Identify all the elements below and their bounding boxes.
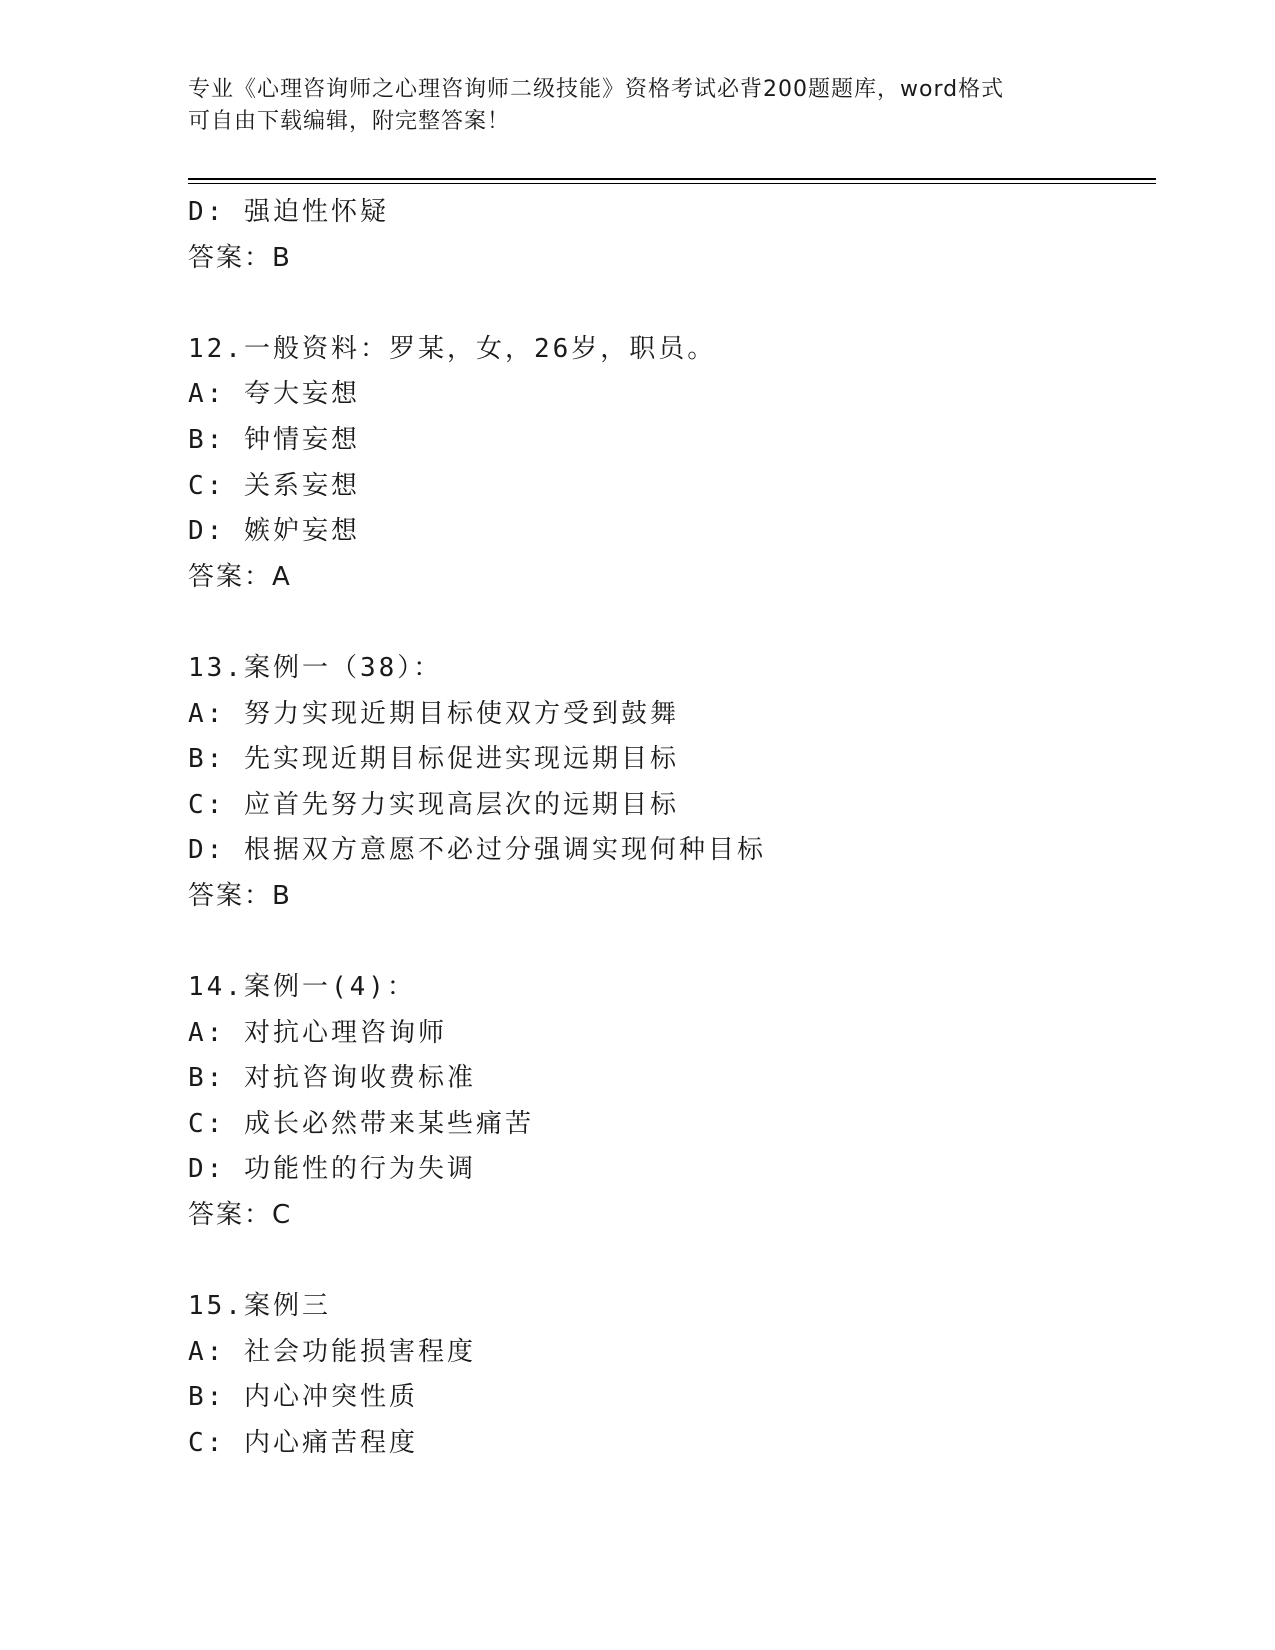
header-rule-thin (188, 183, 1156, 184)
option-a: A: 夸大妄想 (188, 379, 360, 410)
option-b: B: 对抗咨询收费标准 (188, 1063, 476, 1094)
option-c: C: 关系妄想 (188, 470, 360, 501)
answer: 答案：B (188, 880, 292, 911)
option-d: D: 强迫性怀疑 (188, 197, 389, 227)
header-line-1: 专业《心理咨询师之心理咨询师二级技能》资格考试必背200题题库，word格式 (188, 77, 1005, 102)
option-d: D: 功能性的行为失调 (188, 1154, 476, 1185)
spacer (188, 600, 1148, 646)
option-a: A: 社会功能损害程度 (188, 1336, 476, 1367)
option-d: D: 根据双方意愿不必过分强调实现何种目标 (188, 835, 766, 866)
answer: 答案：A (188, 561, 292, 592)
question-stem: 14.案例一(4)： (188, 972, 416, 1003)
question-12 (188, 327, 1148, 601)
header-line-2: 可自由下载编辑，附完整答案！ (188, 109, 511, 134)
header-rule-thick (188, 178, 1156, 180)
option-b: B: 先实现近期目标促进实现远期目标 (188, 744, 679, 775)
option-c: C: 应首先努力实现高层次的远期目标 (188, 789, 679, 820)
spacer (188, 920, 1148, 966)
answer: 答案：B (188, 242, 292, 273)
question-15 (188, 1284, 1148, 1466)
option-c: C: 成长必然带来某些痛苦 (188, 1108, 534, 1139)
question-stem: 15.案例三 (188, 1291, 331, 1322)
option-d: D: 嫉妒妄想 (188, 516, 360, 547)
option-a: A: 努力实现近期目标使双方受到鼓舞 (188, 698, 679, 729)
option-b: B: 内心冲突性质 (188, 1382, 418, 1413)
question-14 (188, 965, 1148, 1239)
option-c: C: 内心痛苦程度 (188, 1428, 418, 1459)
option-a: A: 对抗心理咨询师 (188, 1017, 447, 1048)
question-stem: 13.案例一（38）： (188, 652, 443, 683)
spacer (188, 281, 1148, 327)
document-header (188, 74, 1068, 138)
question-stem: 12.一般资料：罗某，女，26岁，职员。 (188, 333, 717, 364)
question-list (188, 190, 1148, 1467)
answer: 答案：C (188, 1200, 293, 1231)
question-13 (188, 646, 1148, 920)
spacer (188, 1239, 1148, 1285)
option-b: B: 钟情妄想 (188, 424, 360, 455)
